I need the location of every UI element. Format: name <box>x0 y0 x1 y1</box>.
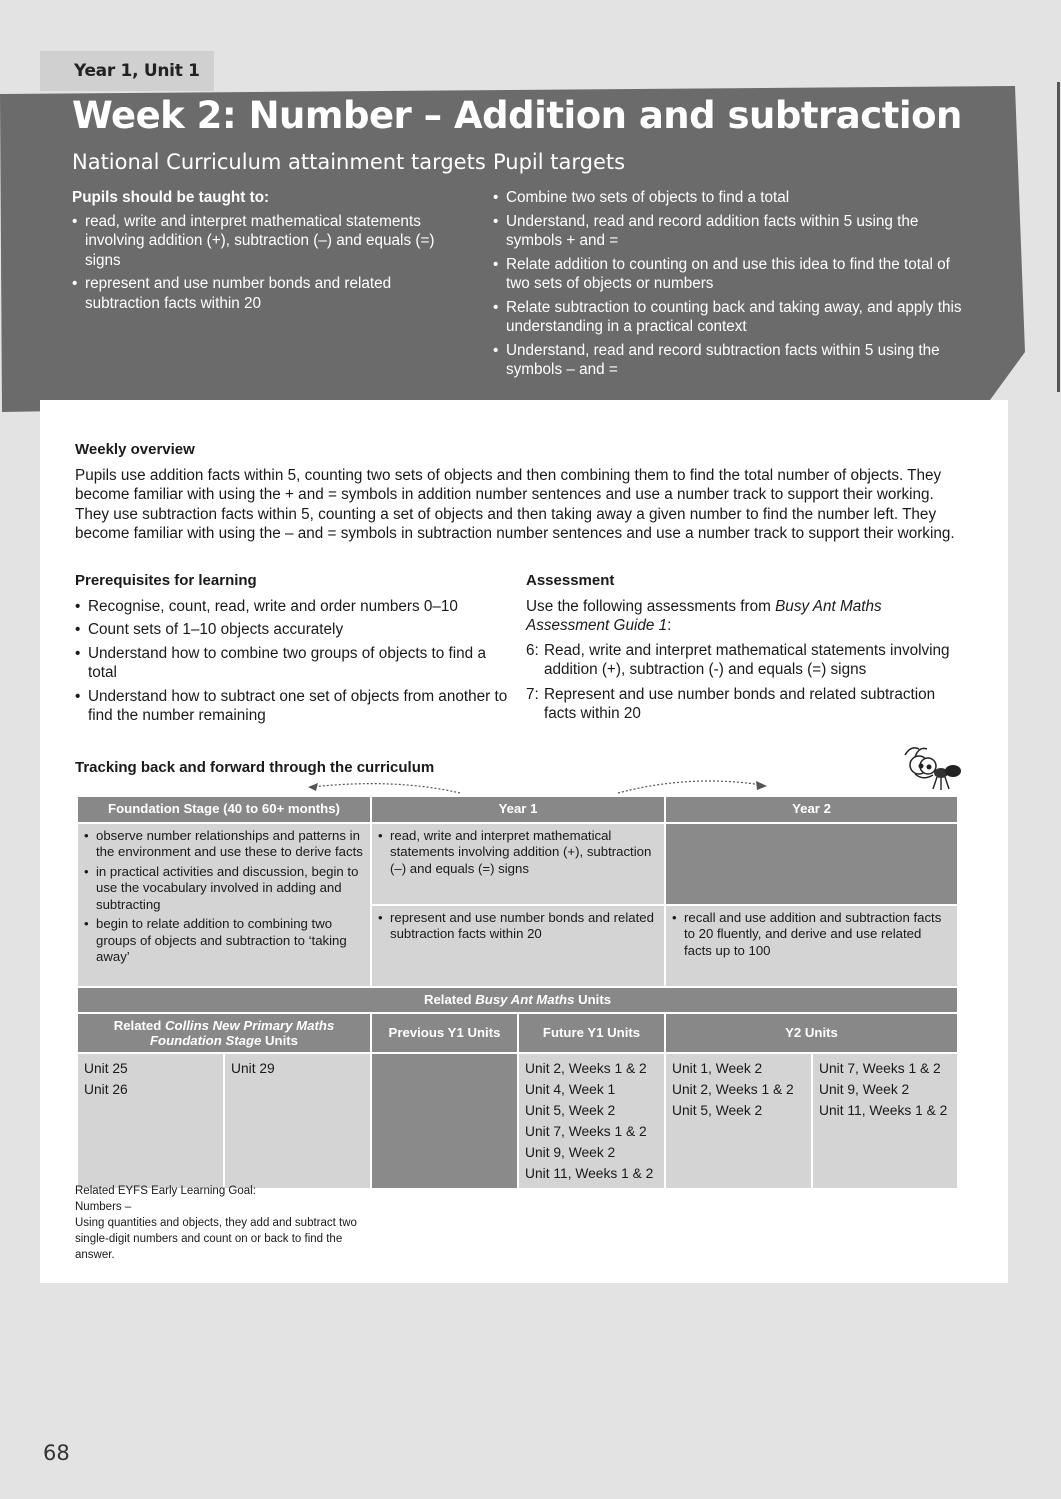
week-title: Week 2: Number – Addition and subtraction <box>72 94 962 137</box>
unit-tab: Year 1, Unit 1 <box>40 51 214 91</box>
unit-entry: Unit 2, Weeks 1 & 2 <box>672 1082 794 1097</box>
y2-units-col1 <box>665 1053 812 1189</box>
list-item: • Combine two sets of objects to find a total <box>493 188 963 208</box>
unit-entry: Unit 11, Weeks 1 & 2 <box>819 1103 948 1118</box>
list-item: • Relate addition to counting on and use this idea to find the total of two sets of objects or numbers <box>493 255 963 294</box>
assessment-guide-title: Busy Ant Maths Assessment Guide 1 <box>526 597 882 634</box>
eyfs-note <box>75 1183 375 1263</box>
assessment-heading: Assessment <box>526 572 615 589</box>
list-item: • Understand how to subtract one set of objects from another to find the number remaining <box>75 687 510 726</box>
ant-mascot-icon <box>897 743 963 795</box>
collins-header: Related Collins New Primary Maths Foundation Stage Units <box>77 1013 371 1053</box>
previous-y1-units <box>371 1053 518 1189</box>
prerequisites-list <box>75 597 510 726</box>
assessment <box>526 571 956 729</box>
list-item: • represent and use number bonds and related subtraction facts within 20 <box>72 274 452 313</box>
nc-column <box>72 188 452 317</box>
previous-y1-header: Previous Y1 Units <box>371 1013 518 1053</box>
list-item: • Relate subtraction to counting back and taking away, and apply this understanding in a practical context <box>493 298 963 337</box>
collins-units-col1 <box>77 1053 224 1189</box>
page-edge-bar <box>1057 82 1060 392</box>
y2-units-col2 <box>812 1053 958 1189</box>
tracking-heading: Tracking back and forward through the curriculum <box>75 759 435 776</box>
year1-cell-1 <box>371 823 665 905</box>
assessment-item: 6: Read, write and interpret mathematical statements involving addition (+), subtraction (-) and equals (=) signs <box>526 641 950 678</box>
unit-entry: Unit 7, Weeks 1 & 2 <box>819 1061 941 1076</box>
pupil-targets-column <box>493 188 963 384</box>
unit-entry: Unit 26 <box>84 1082 128 1097</box>
unit-entry: Unit 1, Week 2 <box>672 1061 763 1076</box>
unit-entry: Unit 5, Week 2 <box>525 1103 616 1118</box>
header-banner <box>0 82 1030 412</box>
list-item: • represent and use number bonds and related subtraction facts within 20 <box>378 910 658 943</box>
list-item: • Understand, read and record addition facts within 5 using the symbols + and = <box>493 212 963 251</box>
pupil-targets-heading: Pupil targets <box>493 150 626 174</box>
list-item: • Recognise, count, read, write and order numbers 0–10 <box>75 597 510 617</box>
list-item: • read, write and interpret mathematical statements involving addition (+), subtraction (–) and equals (=) signs <box>72 212 452 271</box>
nc-heading: National Curriculum attainment targets <box>72 150 486 174</box>
eyfs-label: Related EYFS Early Learning Goal: <box>75 1185 256 1197</box>
prerequisites-heading: Prerequisites for learning <box>75 572 257 589</box>
related-units-header: Related Busy Ant Maths Units <box>77 987 958 1014</box>
future-y1-header: Future Y1 Units <box>518 1013 665 1053</box>
unit-entry: Unit 4, Week 1 <box>525 1082 616 1097</box>
unit-entry: Unit 9, Week 2 <box>525 1145 616 1160</box>
nc-list <box>72 212 452 314</box>
assessment-item: 7: Represent and use number bonds and related subtraction facts within 20 <box>526 685 936 722</box>
weekly-overview-heading: Weekly overview <box>75 441 195 458</box>
collins-units-col2 <box>224 1053 371 1189</box>
foundation-stage-header: Foundation Stage (40 to 60+ months) <box>77 796 371 823</box>
foundation-cell <box>77 823 371 987</box>
list-item: • begin to relate addition to combining two groups of objects and subtraction to ‘taking away’ <box>84 916 364 966</box>
unit-entry: Unit 29 <box>231 1061 275 1076</box>
weekly-overview-text: Pupils use addition facts within 5, counting two sets of objects and then combining them to find the total number of objects. They become familiar with using the + and = symbols in addition number sentences and use a number track to support their working. They use subtraction facts within 5, counting a set of objects and then taking away a given number to find the number left. They become familiar with using the – and = symbols in subtraction number sentences and use a number track to support their working. <box>75 466 955 542</box>
year1-header: Year 1 <box>371 796 665 823</box>
list-item: • Understand how to combine two groups of objects to find a total <box>75 644 510 683</box>
list-item: • Count sets of 1–10 objects accurately <box>75 620 510 640</box>
unit-entry: Unit 2, Weeks 1 & 2 <box>525 1061 647 1076</box>
list-item: • Understand, read and record subtraction facts within 5 using the symbols – and = <box>493 341 963 380</box>
prerequisites <box>75 571 510 730</box>
pupil-targets-list <box>493 188 963 380</box>
unit-entry: Unit 9, Week 2 <box>819 1082 910 1097</box>
eyfs-area: Numbers – <box>75 1201 132 1213</box>
unit-entry: Unit 25 <box>84 1061 128 1076</box>
list-item: • observe number relationships and patterns in the environment and use these to derive facts <box>84 828 364 861</box>
curriculum-table <box>76 795 959 1190</box>
assessment-intro: Use the following assessments from Busy Ant Maths Assessment Guide 1: <box>526 597 882 634</box>
year2-cell <box>665 905 958 987</box>
y2-units-header: Y2 Units <box>665 1013 958 1053</box>
unit-entry: Unit 7, Weeks 1 & 2 <box>525 1124 647 1139</box>
year2-cell-empty <box>665 823 958 905</box>
eyfs-text: Using quantities and objects, they add and subtract two single-digit numbers and count on or back to find the answer. <box>75 1217 357 1261</box>
future-y1-units <box>518 1053 665 1189</box>
unit-entry: Unit 11, Weeks 1 & 2 <box>525 1166 654 1181</box>
list-item: • in practical activities and discussion, begin to use the vocabulary involved in adding and subtracting <box>84 864 364 914</box>
year1-cell-2 <box>371 905 665 987</box>
year2-header: Year 2 <box>665 796 958 823</box>
nc-subheading: Pupils should be taught to: <box>72 189 270 206</box>
list-item: • read, write and interpret mathematical statements involving addition (+), subtraction (–) and equals (=) signs <box>378 828 658 878</box>
weekly-overview <box>75 440 965 544</box>
page-number: 68 <box>43 1441 70 1465</box>
list-item: • recall and use addition and subtraction facts to 20 fluently, and derive and use related facts up to 100 <box>672 910 951 960</box>
unit-entry: Unit 5, Week 2 <box>672 1103 763 1118</box>
